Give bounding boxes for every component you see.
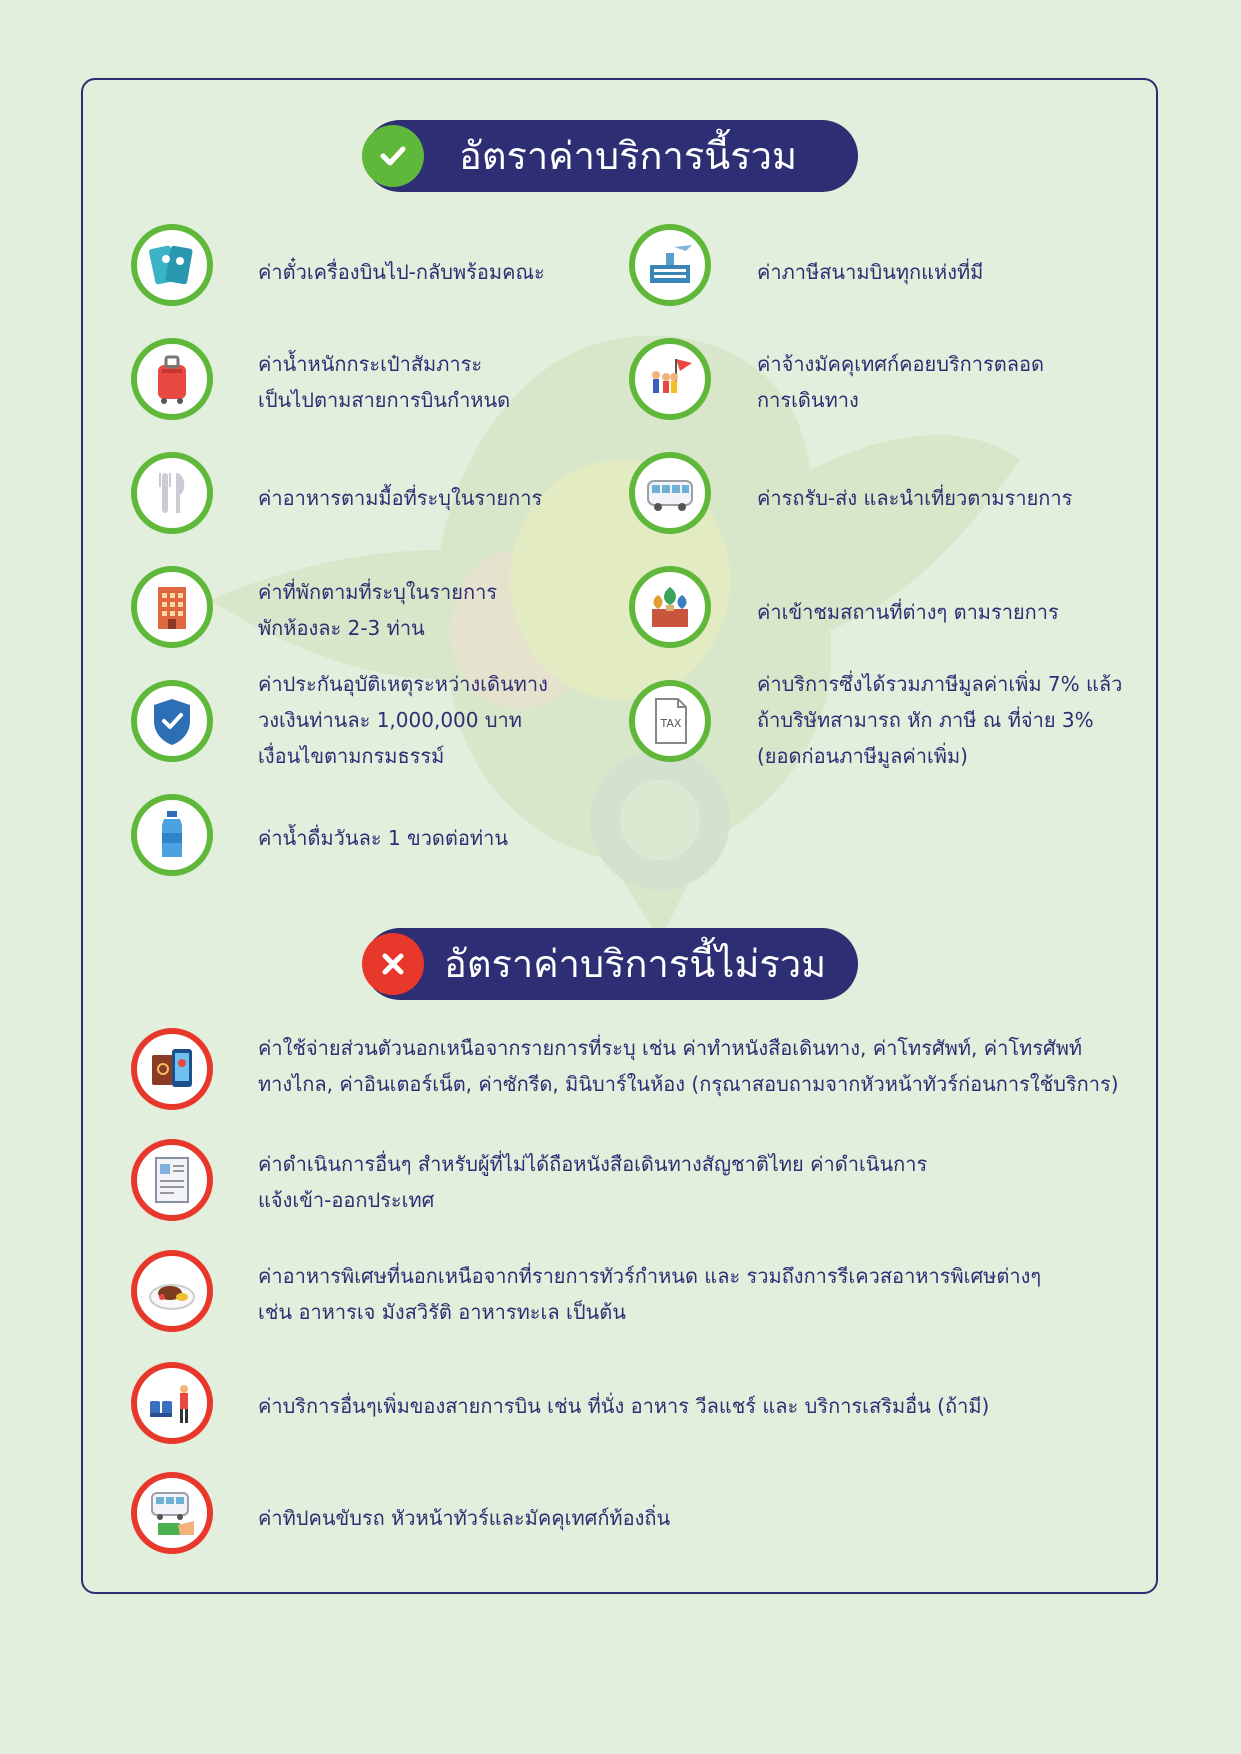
excluded-text: ค่าบริการอื่นๆเพิ่มของสายการบิน เช่น ที่นั่ง อาหาร วีลแชร์ และ บริการเสริมอื่น (ถ้ามี) <box>258 1394 990 1418</box>
luggage-icon <box>131 338 213 420</box>
services-card <box>81 78 1158 1594</box>
insurance-shield-icon <box>131 680 213 762</box>
included-text: ค่าจ้างมัคคุเทศก์คอยบริการตลอด การเดินทาง <box>757 352 1044 412</box>
included-title: อัตราค่าบริการนี้รวม <box>459 134 798 178</box>
airline-seat-icon <box>131 1362 213 1444</box>
tax-label: TAX <box>660 717 682 730</box>
passport-phone-icon <box>131 1028 213 1110</box>
excluded-title: อัตราค่าบริการนี้ไม่รวม <box>444 942 827 986</box>
excluded-text: ค่าดำเนินการอื่นๆ สำหรับผู้ที่ไม่ได้ถือหนังสือเดินทางสัญชาติไทย ค่าดำเนินการ แจ้งเข้า-ออกประเทศ <box>258 1152 928 1212</box>
ticket-icon <box>131 224 213 306</box>
included-text: ค่าภาษีสนามบินทุกแห่งที่มี <box>757 260 984 284</box>
cross-badge-icon <box>362 933 424 995</box>
included-header <box>364 120 858 192</box>
excluded-text: ค่าใช้จ่ายส่วนตัวนอกเหนือจากรายการที่ระบุ เช่น ค่าทำหนังสือเดินทาง, ค่าโทรศัพท์, ค่าโทรศัพท์ ทางไกล, ค่าอินเตอร์เน็ต, ค่าซักรีด, มินิบาร์ในห้อง (กรุณาสอบถามจากหัวหน้าทัวร์ก่อนการใช้บริการ) <box>258 1036 1119 1096</box>
included-text: ค่าเข้าชมสถานที่ต่างๆ ตามรายการ <box>757 600 1059 624</box>
excluded-text: ค่าอาหารพิเศษที่นอกเหนือจากที่รายการทัวร์กำหนด และ รวมถึงการรีเควสอาหารพิเศษต่างๆ เช่น อาหารเจ มังสวิรัติ อาหารทะเล เป็นต้น <box>258 1264 1042 1324</box>
water-bottle-icon <box>131 794 213 876</box>
included-text: ค่าประกันอุบัติเหตุระหว่างเดินทาง วงเงินท่านละ 1,000,000 บาท เงื่อนไขตามกรมธรรม์ <box>258 672 548 768</box>
excluded-header <box>364 928 858 1000</box>
included-text: ค่าตั๋วเครื่องบินไป-กลับพร้อมคณะ <box>258 260 545 284</box>
included-text: ค่ารถรับ-ส่ง และนำเที่ยวตามรายการ <box>757 486 1073 510</box>
included-text: ค่าบริการซึ่งได้รวมภาษีมูลค่าเพิ่ม 7% แล้ว ถ้าบริษัทสามารถ หัก ภาษี ณ ที่จ่าย 3% (ยอดก่อนภาษีมูลค่าเพิ่ม) <box>757 672 1123 768</box>
tour-guide-icon <box>629 338 711 420</box>
included-text: ค่าอาหารตามมื้อที่ระบุในรายการ <box>258 486 543 510</box>
bus-icon <box>629 452 711 534</box>
check-badge-icon <box>362 125 424 187</box>
tax-document-icon <box>629 680 711 762</box>
hotel-icon <box>131 566 213 648</box>
excluded-text: ค่าทิปคนขับรถ หัวหน้าทัวร์และมัคคุเทศก์ท้องถิ่น <box>258 1506 671 1530</box>
tip-bus-icon <box>131 1472 213 1554</box>
included-text: ค่าน้ำดื่มวันละ 1 ขวดต่อท่าน <box>258 826 508 850</box>
included-text: ค่าที่พักตามที่ระบุในรายการ พักห้องละ 2-3 ท่าน <box>258 580 498 640</box>
visa-document-icon <box>131 1139 213 1221</box>
cutlery-icon <box>131 452 213 534</box>
special-meal-icon <box>131 1250 213 1332</box>
included-text: ค่าน้ำหนักกระเป๋าสัมภาระ เป็นไปตามสายการบินกำหนด <box>258 352 511 412</box>
airport-icon <box>629 224 711 306</box>
landmark-icon <box>629 566 711 648</box>
